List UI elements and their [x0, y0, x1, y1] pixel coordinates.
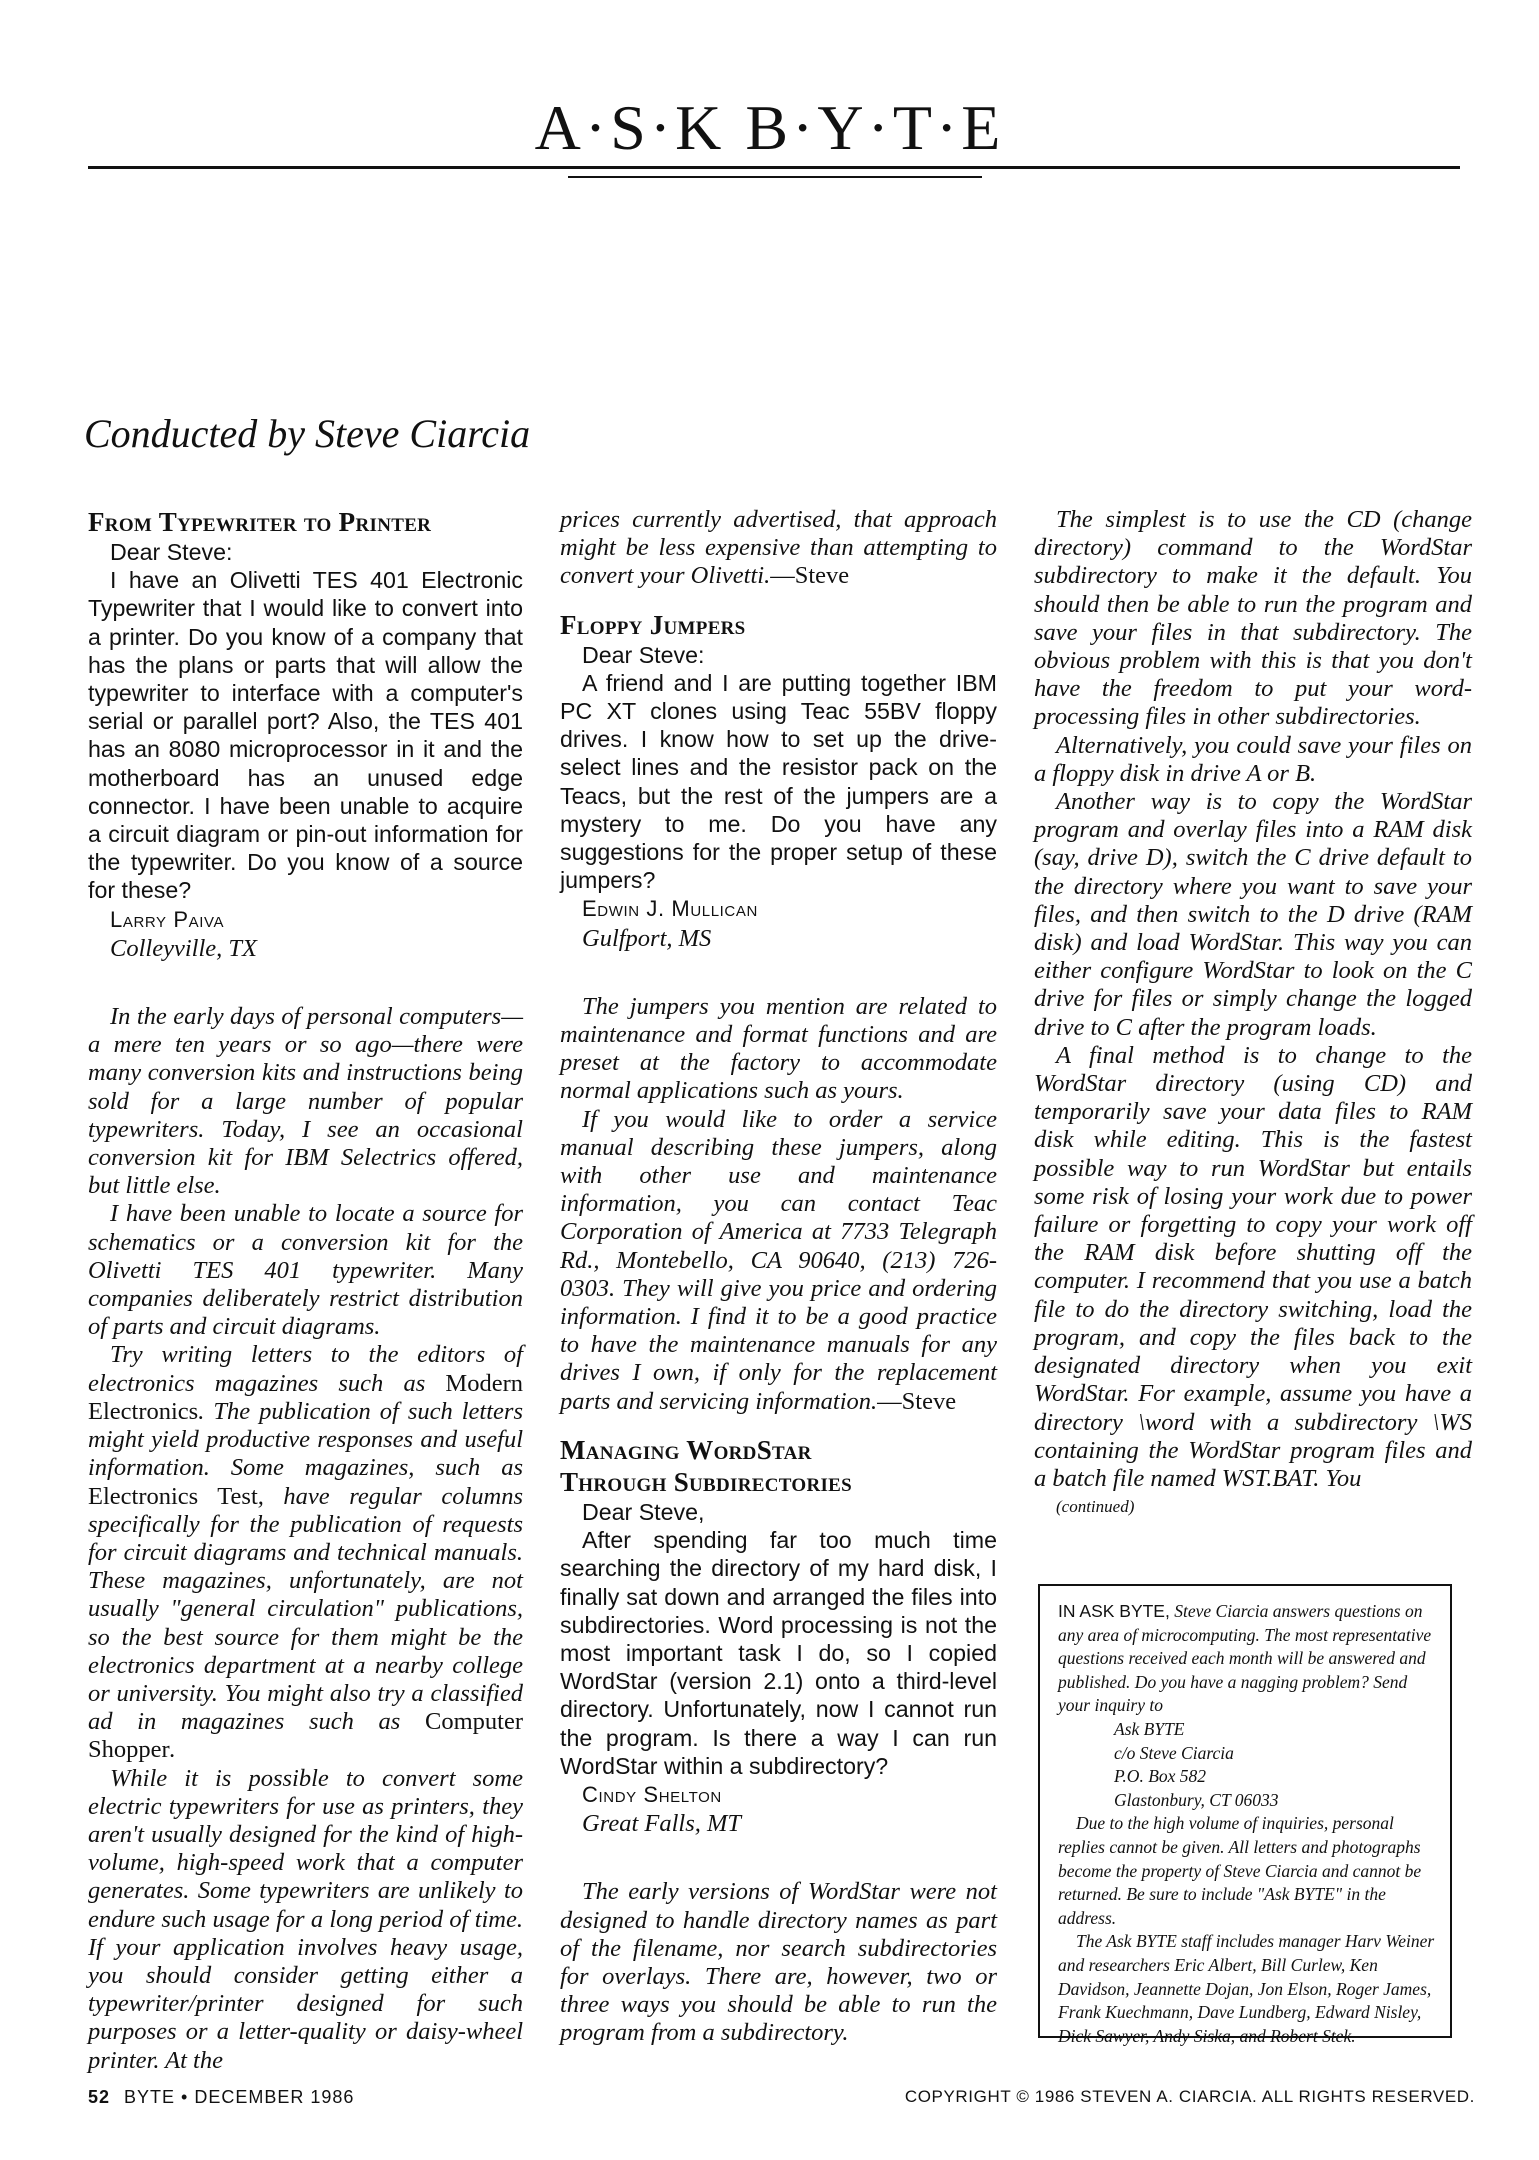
magazine-issue: BYTE • DECEMBER 1986: [124, 2087, 355, 2107]
address-line: Glastonbury, CT 06033: [1114, 1789, 1279, 1810]
answer-paragraph: I have been unable to locate a source for schematics or a conversion kit for the Olivetti TES 401 typewriter. Many companies deliberately restrict distribution of parts and circuit diagrams.: [88, 1200, 523, 1341]
column-3: [1034, 506, 1472, 1521]
address-line: P.O. Box 582: [1114, 1766, 1207, 1787]
magazine-name: Modern Electronics: [88, 1369, 523, 1425]
answer-paragraph: The simplest is to use the CD (change directory) command to the WordStar subdirectory to make it the default. You should then be able to run the program and save your files in that subdirectory. The obvious problem with this is that you don't have the freedom to put your word-processing files in other subdirectories.: [1034, 506, 1472, 731]
magazine-name: Computer Shopper: [88, 1708, 523, 1764]
answer-paragraph: Another way is to copy the WordStar program and overlay files into a RAM disk (say, drive D), switch the C drive default to the directory where you want to save your files, and then switch to the D drive (RAM disk) and load WordStar. This way you can either configure WordStar to look on the C drive for files or simply change the logged drive to C after the program loads.: [1034, 788, 1472, 1041]
signature-city: Gulfport, MS: [582, 924, 712, 952]
info-staff: The Ask BYTE staff includes manager Harv Weiner and researchers Eric Albert, Bill Curlew, Ken Davidson, Jeannette Dojan, Jon Elson, Roger James, Frank Kuechmann, Dave Lundberg, Edward Nisley, Dick Sawyer, Andy Siska, and Robert Stek.: [1058, 1931, 1435, 2046]
masthead-rule: [88, 166, 1460, 169]
answer-paragraph: The early versions of WordStar were not designed to handle directory names as part of the filename, nor search subdirectories for overlays. There are, however, two or three ways you should be able to run the program from a subdirectory.: [560, 1878, 997, 2047]
masthead-title: A·S·K B·Y·T·E: [534, 92, 1005, 163]
section-heading: Through Subdirectories: [560, 1466, 853, 1497]
letter-text: I have an Olivetti TES 401 Electronic Typewriter that I would like to convert into a printer. Do you know of a company that has the plans or parts that will allow the typewriter to interface with a computer's serial or parallel port? Also, the TES 401 has an 8080 microprocessor in it and the motherboard has an unused edge connector. I have been unable to acquire a circuit diagram or pin-out information for the typewriter. Do you know of a source for these?: [88, 567, 523, 904]
info-intro: IN ASK BYTE, Steve Ciarcia answers questions on any area of microcomputing. The most representative questions received each month will be answered and published. Do you have a nagging problem? Send your inquiry to: [1058, 1601, 1432, 1716]
section-heading: Floppy Jumpers: [560, 609, 746, 640]
address-line: Ask BYTE: [1114, 1718, 1185, 1739]
answer-paragraph: A final method is to change to the WordStar directory (using CD) and temporarily save your data files to RAM disk while editing. This is the fastest possible way to run WordStar but entails some risk of losing your work due to power failure or forgetting to copy your work off the RAM disk before shutting off the computer. I recommend that you use a batch file to do the directory switching, load the program, and copy the files back to the designated directory when you exit WordStar. For example, assume you have a directory \word with a subdirectory \WS containing the WordStar program files and a batch file named WST.BAT. You: [1034, 1041, 1472, 1492]
answer-paragraph: While it is possible to convert some electric typewriters for use as printers, they aren't usually designed for the kind of high-volume, high-speed work that a computer generates. Some typewriters are unlikely to endure such usage for a long period of time. If your application involves heavy usage, you should consider getting either a typewriter/printer designed for such purposes or a letter-quality or daisy-wheel printer. At the: [88, 1764, 523, 2074]
signature-city: Great Falls, MT: [582, 1810, 742, 1838]
answer-paragraph: Alternatively, you could save your files on a floppy disk in drive A or B.: [1034, 731, 1472, 787]
address-line: c/o Steve Ciarcia: [1114, 1742, 1234, 1763]
spacer: [560, 1838, 997, 1878]
byline: Conducted by Steve Ciarcia: [84, 411, 531, 456]
section-heading: Managing WordStar: [560, 1434, 812, 1465]
continued-note: (continued): [1056, 1497, 1135, 1517]
magazine-name: Electronics Test: [88, 1482, 258, 1510]
answer-paragraph: Try writing letters to the editors of electronics magazines such as Modern Electronics. The publication of such letters might yield productive responses and useful information. Some magazines, such as Electronics Test, have regular columns specifically for the publication of requests for circuit diagrams and technical manuals. These magazines, unfortunately, are not usually "general circulation" publications, so the best source for them might be the electronics department at a nearby college or university. You might also try a classified ad in magazines such as Computer Shopper.: [88, 1341, 523, 1764]
answer-paragraph: If you would like to order a service manual describing these jumpers, along with other use and maintenance information, you can contact Teac Corporation of America at 7733 Telegraph Rd., Montebello, CA 90640, (213) 726-0303. They will give you price and ordering information. I find it to be a good practice to have the maintenance manuals for any drives I own, if only for the replacement parts and servicing information.—Steve: [560, 1105, 997, 1415]
salutation: Dear Steve:: [110, 539, 233, 565]
spacer: [88, 963, 523, 1003]
ask-byte-info-box: [1038, 1584, 1452, 2046]
info-note: Due to the high volume of inquiries, personal replies cannot be given. All letters and photographs become the property of Steve Ciarcia and cannot be returned. Be sure to include "Ask BYTE" in the address.: [1058, 1813, 1422, 1928]
section-heading: From Typewriter to Printer: [88, 507, 432, 537]
letter-text: After spending far too much time searching the directory of my hard disk, I finally sat down and arranged the files into subdirectories. Word processing is not the most important task I do, so I copied WordStar (version 2.1) onto a third-level directory. Unfortunately, now I cannot run the program. Is there a way I can run WordStar within a subdirectory?: [560, 1527, 997, 1779]
salutation: Dear Steve:: [582, 641, 705, 668]
answer-paragraph: In the early days of personal computers—a mere ten years or so ago—there were many conversion kits and instructions being sold for a large number of popular typewriters. Today, I see an occasional conversion kit for IBM Selectrics offered, but little else.: [88, 1003, 523, 1200]
column-2: [560, 506, 997, 2048]
spacer: [560, 591, 997, 609]
signature-city: Colleyville, TX: [110, 934, 257, 962]
spacer: [560, 1416, 997, 1434]
salutation: Dear Steve,: [582, 1498, 705, 1525]
masthead-subrule: [568, 176, 982, 178]
footer-copyright: COPYRIGHT © 1986 STEVEN A. CIARCIA. ALL RIGHTS RESERVED.: [904, 2087, 1475, 2106]
signature-name: Cindy Shelton: [582, 1781, 722, 1807]
answer-paragraph: prices currently advertised, that approach might be less expensive than attempting to convert your Olivetti.—Steve: [560, 506, 997, 590]
answer-paragraph: The jumpers you mention are related to maintenance and format functions and are preset at the factory to accommodate normal applications such as yours.: [560, 992, 997, 1105]
spacer: [560, 953, 997, 993]
footer-folio: [88, 2087, 354, 2108]
column-1: [88, 506, 523, 2075]
signature-name: Edwin J. Mullican: [582, 896, 758, 922]
page-number: 52: [88, 2087, 111, 2107]
letter-text: A friend and I are putting together IBM PC XT clones using Teac 55BV floppy drives. I know how to set up the drive-select lines and the resistor pack on the Teacs, but the rest of the jumpers are a mystery to me. Do you have any suggestions for the proper setup of these jumpers?: [560, 669, 997, 894]
signature-name: Larry Paiva: [110, 906, 225, 932]
